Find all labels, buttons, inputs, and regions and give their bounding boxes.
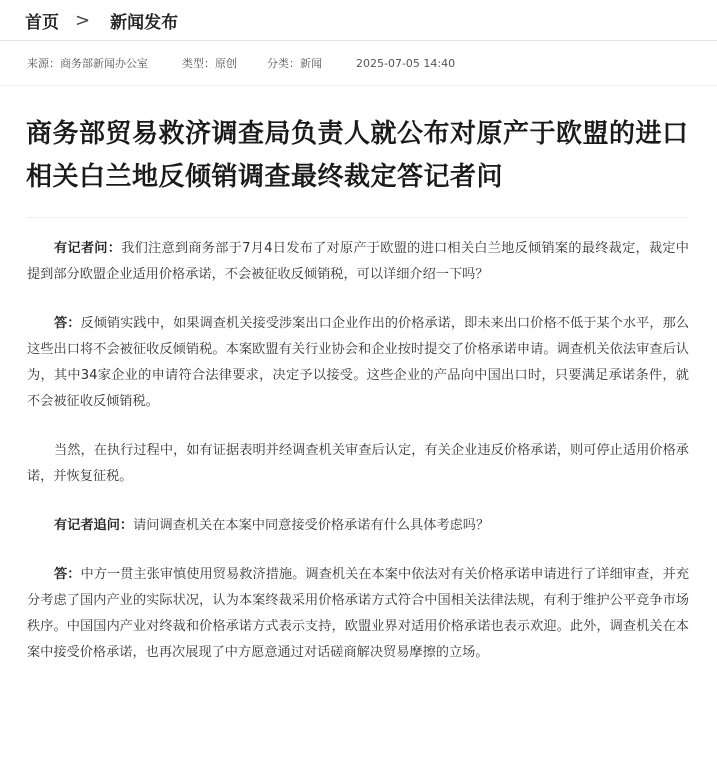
article-meta <box>0 41 717 86</box>
article-paragraph <box>27 438 689 490</box>
paragraph-text: 中方一贯主张审慎使用贸易救济措施。调查机关在本案中依法对有关价格承诺申请进行了详细审查，并充分考虑了国内产业的实际状况，认为本案终裁采用价格承诺方式符合中国相关法律法规，有利于维护公平竞争市场秩序。中国国内产业对终裁和价格承诺方式表示支持，欧盟业界对适用价格承诺也表示欢迎。此外，调查机关在本案中接受价格承诺，也再次展现了中方愿意通过对话磋商解决贸易摩擦的立场。 <box>27 567 690 660</box>
paragraph-text: 当然，在执行过程中，如有证据表明并经调查机关审查后认定，有关企业违反价格承诺，则可停止适用价格承诺，并恢复征税。 <box>27 443 689 484</box>
article-paragraph <box>27 236 689 288</box>
article-title: 商务部贸易救济调查局负责人就公布对原产于欧盟的进口相关白兰地反倾销调查最终裁定答记者问 <box>26 113 689 218</box>
paragraph-text: 反倾销实践中，如果调查机关接受涉案出口企业作出的价格承诺，即未来出口价格不低于某个水平，那么这些出口将不会被征收反倾销税。本案欧盟有关行业协会和企业按时提交了价格承诺申请。调查机关依法审查后认为，其中34家企业的申请符合法律要求，决定予以接受。这些企业的产品向中国出口时，只要满足承诺条件，就不会被征收反倾销税。 <box>27 316 690 409</box>
article-paragraph <box>27 513 689 539</box>
meta-datetime: 2025-07-05 14:40 <box>356 56 456 70</box>
breadcrumb-home-link[interactable]: 首页 <box>25 12 59 33</box>
paragraph-lead: 答： <box>54 316 81 331</box>
paragraph-lead: 有记者问： <box>54 241 122 256</box>
breadcrumb-separator-icon: > <box>75 9 91 31</box>
meta-type: 类型：原创 <box>182 57 237 70</box>
article-paragraph <box>27 562 689 666</box>
article-paragraph <box>27 311 689 415</box>
article-content <box>27 236 689 666</box>
meta-category: 分类：新闻 <box>267 57 322 70</box>
paragraph-lead: 有记者追问： <box>54 518 134 533</box>
meta-source: 来源：商务部新闻办公室 <box>27 57 148 70</box>
paragraph-lead: 答： <box>54 567 81 582</box>
paragraph-text: 我们注意到商务部于7月4日发布了对原产于欧盟的进口相关白兰地反倾销案的最终裁定，裁定中提到部分欧盟企业适用价格承诺，不会被征收反倾销税，可以详细介绍一下吗？ <box>27 241 689 282</box>
breadcrumb <box>0 0 717 41</box>
paragraph-text: 请问调查机关在本案中同意接受价格承诺有什么具体考虑吗？ <box>133 518 490 533</box>
breadcrumb-current[interactable]: 新闻发布 <box>110 12 179 33</box>
